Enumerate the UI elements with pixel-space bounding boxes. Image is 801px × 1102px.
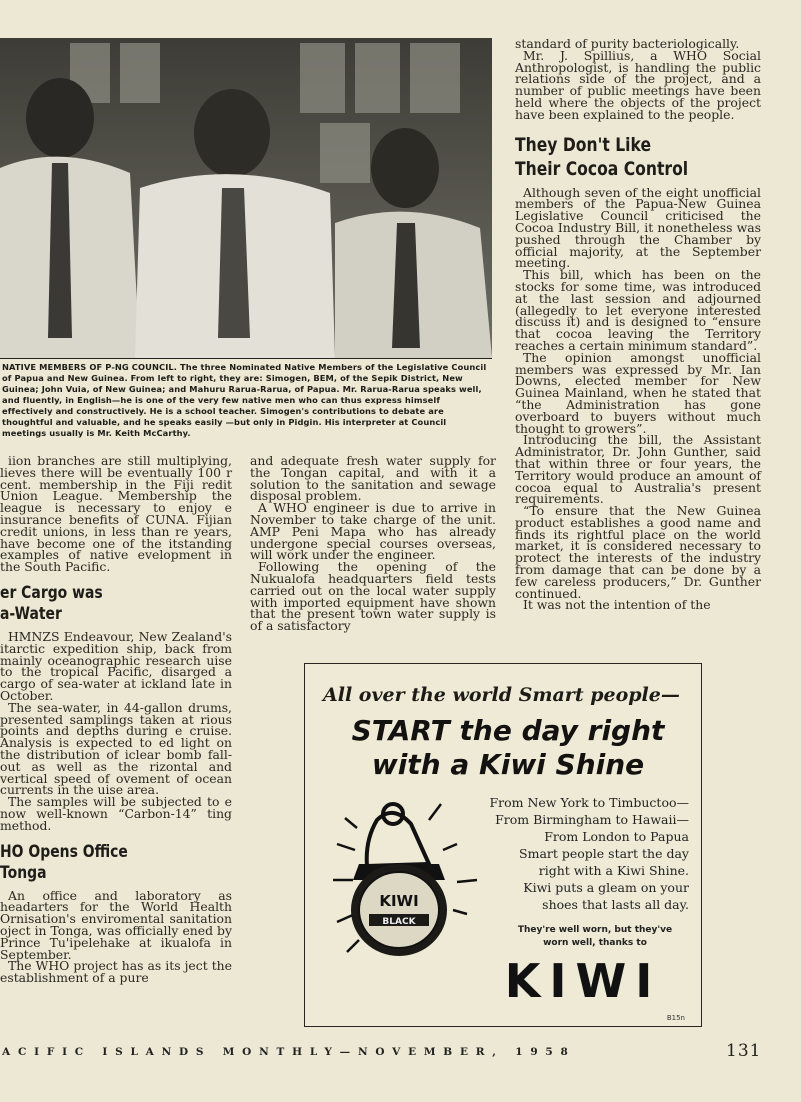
cocoa-paragraph-3: The opinion amongst unofficial members was expressed by Mr. Ian Downs, elected member for New Guinea Mainland, when he stated that “the Administration has gone overboard to buyers without much thought to growers”. <box>515 349 761 436</box>
ad-body-line: From London to Papua <box>544 829 689 844</box>
ad-body-line: shoes that lasts all day. <box>542 897 689 912</box>
cocoa-paragraph-1: Although seven of the eight unofficial members of the Papua-New Guinea Legislative Council criticised the Cocoa Industry Bill, it nonetheless was pushed through the Chamber by official majority, at the September meeting. <box>515 184 761 271</box>
caption-title: NATIVE MEMBERS OF P-NG COUNCIL. <box>2 362 178 372</box>
headline-who <box>0 842 190 884</box>
headline-cargo <box>0 583 190 625</box>
headline-cargo-line2: a-Water <box>0 603 62 624</box>
left-intro: iion branches are still multiplying, lieves there will be eventually 100 r cent. membership in the Fiji redit Union League. Membership the league is necessary to enjoy e insurance benefits of CUNA. Fijian credit unions, in less than re years, have become one of the itstanding examples of native evelopment in the South Pacific. <box>0 453 232 575</box>
right-paragraph-1: standard of purity bacteriologically. <box>515 36 740 51</box>
headline-cargo-line1: er Cargo was <box>0 582 103 603</box>
ad-body-line: From New York to Timbuctoo— <box>489 795 689 810</box>
photo-native-members <box>0 38 492 359</box>
middle-paragraph-2: A WHO engineer is due to arrive in November to take charge of the unit. AMP Peni Mapa who has already undergone special courses overseas, will work under the engineer. <box>250 500 496 563</box>
ad-small-line2: worn well, thanks to <box>543 938 647 948</box>
svg-text:BLACK: BLACK <box>382 917 416 927</box>
ad-small-print <box>501 924 689 950</box>
ad-body-line: Kiwi puts a gleam on your <box>523 880 689 895</box>
headline-who-line1: HO Opens Office <box>0 841 128 862</box>
cargo-paragraph-2: The sea-water, in 44-gallon drums, presented samplings taken at rious points and depths during e cruise. Analysis is expected to ed light on the distribution of iclear bomb fall-out as well as the rizontal and vertical speed of ovement of ocean currents in the uise area. <box>0 699 232 798</box>
kiwi-brand-logo: KIWI <box>504 954 662 1008</box>
cargo-paragraph-1: HMNZS Endeavour, New Zealand's itarctic expedition ship, back from mainly oceanographic research uise to the tropical Pacific, disarged a cargo of sea-water at ickland late in October. <box>0 628 232 703</box>
left-column <box>0 455 232 984</box>
ad-body-line: Smart people start the day <box>519 846 689 861</box>
cocoa-paragraph-5: “To ensure that the New Guinea product establishes a good name and finds its rightful place on the world market, it is considered necessary to protect the interests of the industry from damage that can be done by a few careless producers,” Dr. Gunther continued. <box>515 503 761 601</box>
headline-who-line2: Tonga <box>0 862 47 883</box>
caption-text: The three Nominated Native Members of the Legislative Council of Papua and New Guinea. From left to right, they are: Simogen, BEM, of the Sepik District, New Guinea; John Vuia, of New Guinea; and Mahuru Rarua-Rarua, of Papua. Mr. Rarua-Rarua speaks well, and fluently, in English—he is one of the very few native men who can thus express himself effectively and constructively. He is a school teacher. Simogen's contributions to debate are thoughtful and valuable, and he speaks easily —but only in Pidgin. His interpreter at Council meetings usually is Mr. Keith McCarthy. <box>2 362 487 438</box>
page-footer <box>0 1041 801 1064</box>
headline-cocoa-line2: Their Cocoa Control <box>515 157 689 180</box>
ad-code: B15n <box>666 1014 685 1022</box>
ad-body-line: right with a Kiwi Shine. <box>538 863 689 878</box>
cocoa-paragraph-6: It was not the intention of the <box>523 597 711 613</box>
ad-small-line1: They're well worn, but they've <box>517 925 673 935</box>
middle-paragraph-3: Following the opening of the Nukualofa headquarters field tests carried out on the local water supply with imported equipment have shown that the present town water supply is of a satisfactory <box>250 559 496 634</box>
ad-headline <box>323 714 693 782</box>
photo-three-men-icon <box>0 38 492 358</box>
page-number: 131 <box>726 1041 762 1061</box>
cocoa-paragraph-4: Introducing the bill, the Assistant Administrator, Dr. John Gunther, said that within three or four years, the Territory would produce an amount of cocoa equal to Australia's present requirements. <box>515 432 761 507</box>
ad-headline-line1: START the day right <box>351 714 665 747</box>
svg-text:KIWI: KIWI <box>379 892 419 910</box>
middle-paragraph-1: and adequate fresh water supply for the Tongan capital, and with it a solution to the sanitation and sewage disposal problem. <box>250 453 496 504</box>
ad-tagline: All over the world Smart people— <box>323 684 680 706</box>
right-paragraph-2: Mr. J. Spillius, a WHO Social Anthropologist, is handling the public relations side of the project, and a number of public meetings have been held where the objects of the project have been explained to the people. <box>515 47 761 122</box>
ad-body-text <box>461 794 689 913</box>
ad-headline-line2: with a Kiwi Shine <box>371 748 645 781</box>
kiwi-advertisement <box>304 663 702 1027</box>
ad-body-line: From Birmingham to Hawaii— <box>495 812 689 827</box>
headline-cocoa <box>515 133 717 181</box>
cocoa-paragraph-2: This bill, which has been on the stocks for some time, was introduced at the last session and adjourned (allegedly to let everyone interested discuss it) and is designed to “ensure that cocoa leaving the Territory reaches a certain minimum standard”. <box>515 267 761 353</box>
who-paragraph-2: The WHO project has as its ject the establishment of a pure <box>0 958 232 986</box>
footer-masthead: ACIFIC ISLANDS MONTHLY—NOVEMBER, 1958 <box>2 1046 576 1058</box>
headline-cocoa-line1: They Don't Like <box>515 133 652 156</box>
who-paragraph-1: An office and laboratory as headarters for the World Health Ornisation's enviromental sanitation oject in Tonga, was officially ened by Prince Tu'ipelehake at ikualofa in September. <box>0 887 232 962</box>
photo-caption <box>2 362 490 439</box>
middle-column <box>250 455 496 632</box>
right-column <box>515 38 761 611</box>
cargo-paragraph-3: The samples will be subjected to e now well-known “Carbon-14” ting method. <box>0 794 232 833</box>
